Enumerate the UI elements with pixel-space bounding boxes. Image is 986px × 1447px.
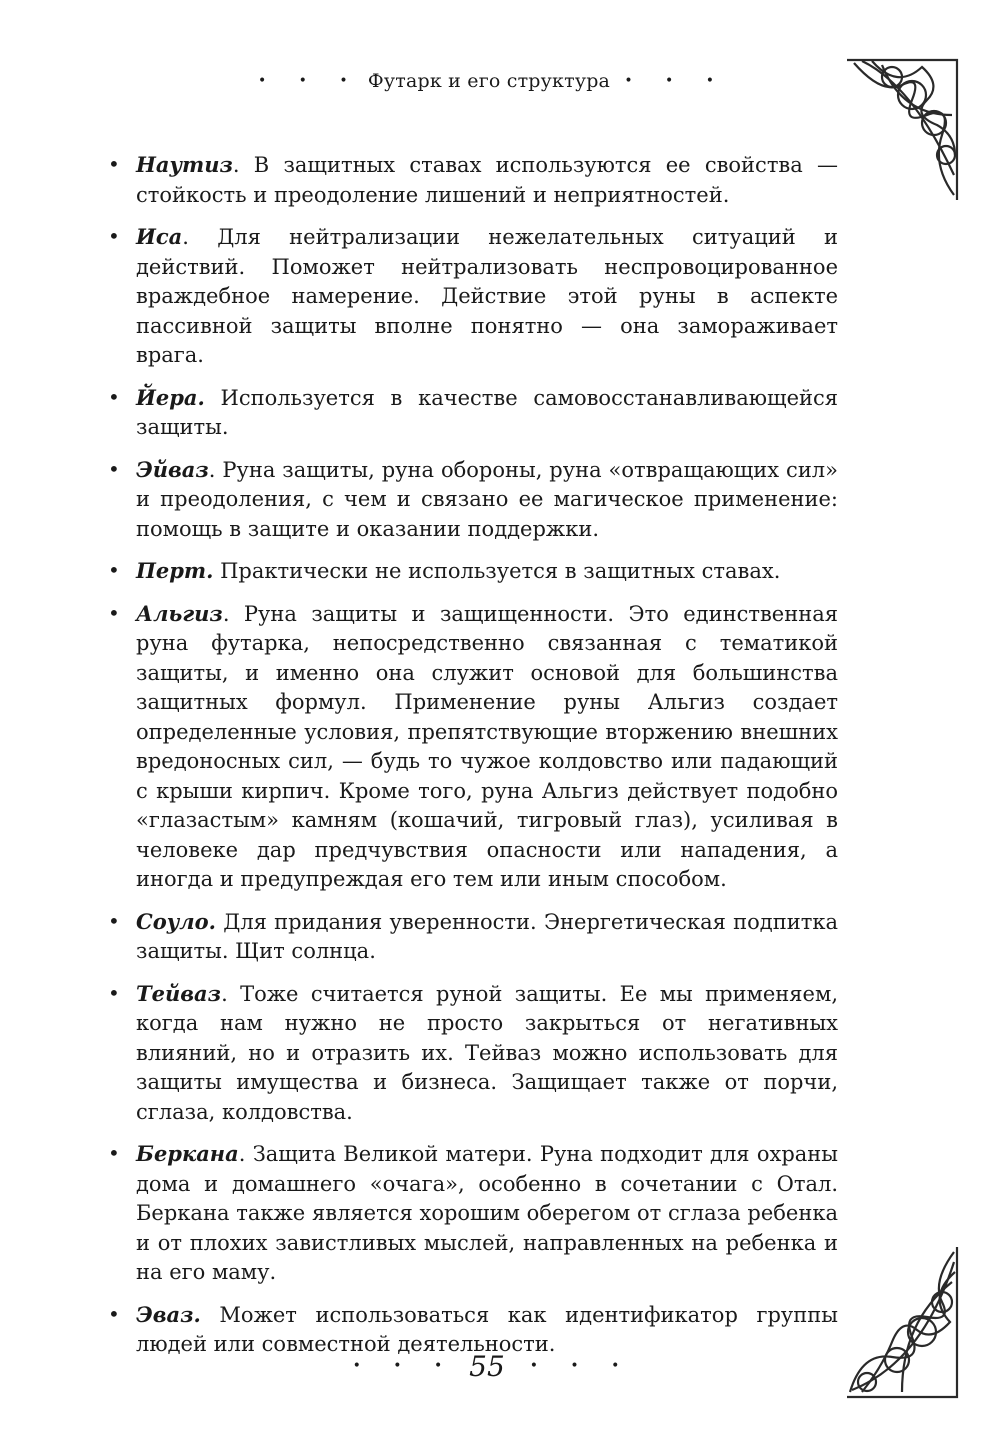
rune-description: . Тоже считается руной защиты. Ее мы применяем, когда нам нужно не просто закрыться от негативных влияний, но и отразить их. Тейваз можно использовать для защиты имущества и бизнеса. Защищает также от порчи, сглаза, колдовства. <box>136 981 838 1124</box>
header-title: Футарк и его структура <box>367 70 611 92</box>
list-item <box>108 979 838 1128</box>
rune-description: Используется в качестве самовосстанавливающейся защиты. <box>136 385 838 439</box>
bullet: • <box>108 1301 120 1326</box>
bullet-list <box>108 150 838 1372</box>
bullet: • <box>108 908 120 933</box>
rune-description: . Защита Великой матери. Руна подходит для охраны дома и домашнего «очага», особенно в сочетании с Отал. Беркана также является хорошим оберегом от сглаза ребенка и от плохих завистливых мыслей, направленных на ребенка и на его маму. <box>136 1142 838 1284</box>
rune-description: Может использоваться как идентификатор группы людей или совместной деятельности. <box>136 1302 838 1356</box>
footer-dots-right: • • • <box>529 1358 634 1374</box>
rune-name: Альгиз <box>136 600 223 626</box>
list-item <box>108 907 838 967</box>
rune-name: Наутиз <box>136 152 233 177</box>
bullet: • <box>108 558 120 582</box>
bullet: • <box>108 600 120 625</box>
bullet: • <box>108 384 120 409</box>
rune-description: . Руна защиты, руна обороны, руна «отвращающих сил» и преодоления, с чем и связано ее магическое применение: помощь в защите и оказании поддержки. <box>136 457 838 541</box>
rune-name: Йера. <box>136 384 205 410</box>
footer-dots-left: • • • <box>352 1358 457 1374</box>
rune-description: . В защитных ставах используются ее свойства — стойкость и преодоление лишений и неприятностей. <box>136 153 838 207</box>
rune-name: Эваз. <box>136 1301 201 1327</box>
rune-description: Практически не используется в защитных ставах. <box>213 559 781 583</box>
rune-description: Для придания уверенности. Энергетическая подпитка защиты. Щит солнца. <box>136 909 838 963</box>
list-item <box>108 383 838 443</box>
header-dots-right: • • • <box>624 73 729 89</box>
list-item <box>108 455 838 545</box>
rune-description: . Для нейтрализации нежелательных ситуаций и действий. Поможет нейтрализовать неспровоцированное враждебное намерение. Действие этой руны в аспекте пассивной защиты вполне понятно — она замораживает врага. <box>136 225 838 367</box>
bullet: • <box>108 152 120 176</box>
page-number: 55 <box>469 1350 505 1383</box>
rune-name: Иса <box>136 224 183 249</box>
list-item <box>108 599 838 895</box>
rune-description: . Руна защиты и защищенности. Это единственная руна футарка, непосредственно связанная с тематикой защиты, и именно она служит основой для большинства защитных формул. Применение руны Альгиз создает определенные условия, препятствующие вторжению внешних вредоносных сил, — будь то чужое колдовство или падающий с крыши кирпич. Кроме того, руна Альгиз действует подобно «глазастым» камням (кошачий, тигровый глаз), усиливая в человеке дар предчувствия опасности или нападения, а иногда и предупреждая его тем или иным способом. <box>136 601 838 891</box>
running-header <box>0 70 986 92</box>
list-item <box>108 150 838 210</box>
header-dots-left: • • • <box>257 73 362 89</box>
bullet: • <box>108 456 120 481</box>
rune-name: Тейваз <box>136 980 222 1006</box>
celtic-knot-corner-icon <box>842 55 962 205</box>
list-item <box>108 222 838 371</box>
bullet: • <box>108 980 120 1005</box>
rune-name: Перт. <box>136 558 214 583</box>
rune-name: Беркана <box>136 1141 239 1166</box>
list-item <box>108 556 838 587</box>
page-footer <box>0 1350 986 1383</box>
list-item <box>108 1139 838 1288</box>
bullet: • <box>108 1141 120 1165</box>
rune-name: Соуло. <box>136 908 216 934</box>
rune-name: Эйваз <box>136 456 209 482</box>
bullet: • <box>108 224 120 248</box>
